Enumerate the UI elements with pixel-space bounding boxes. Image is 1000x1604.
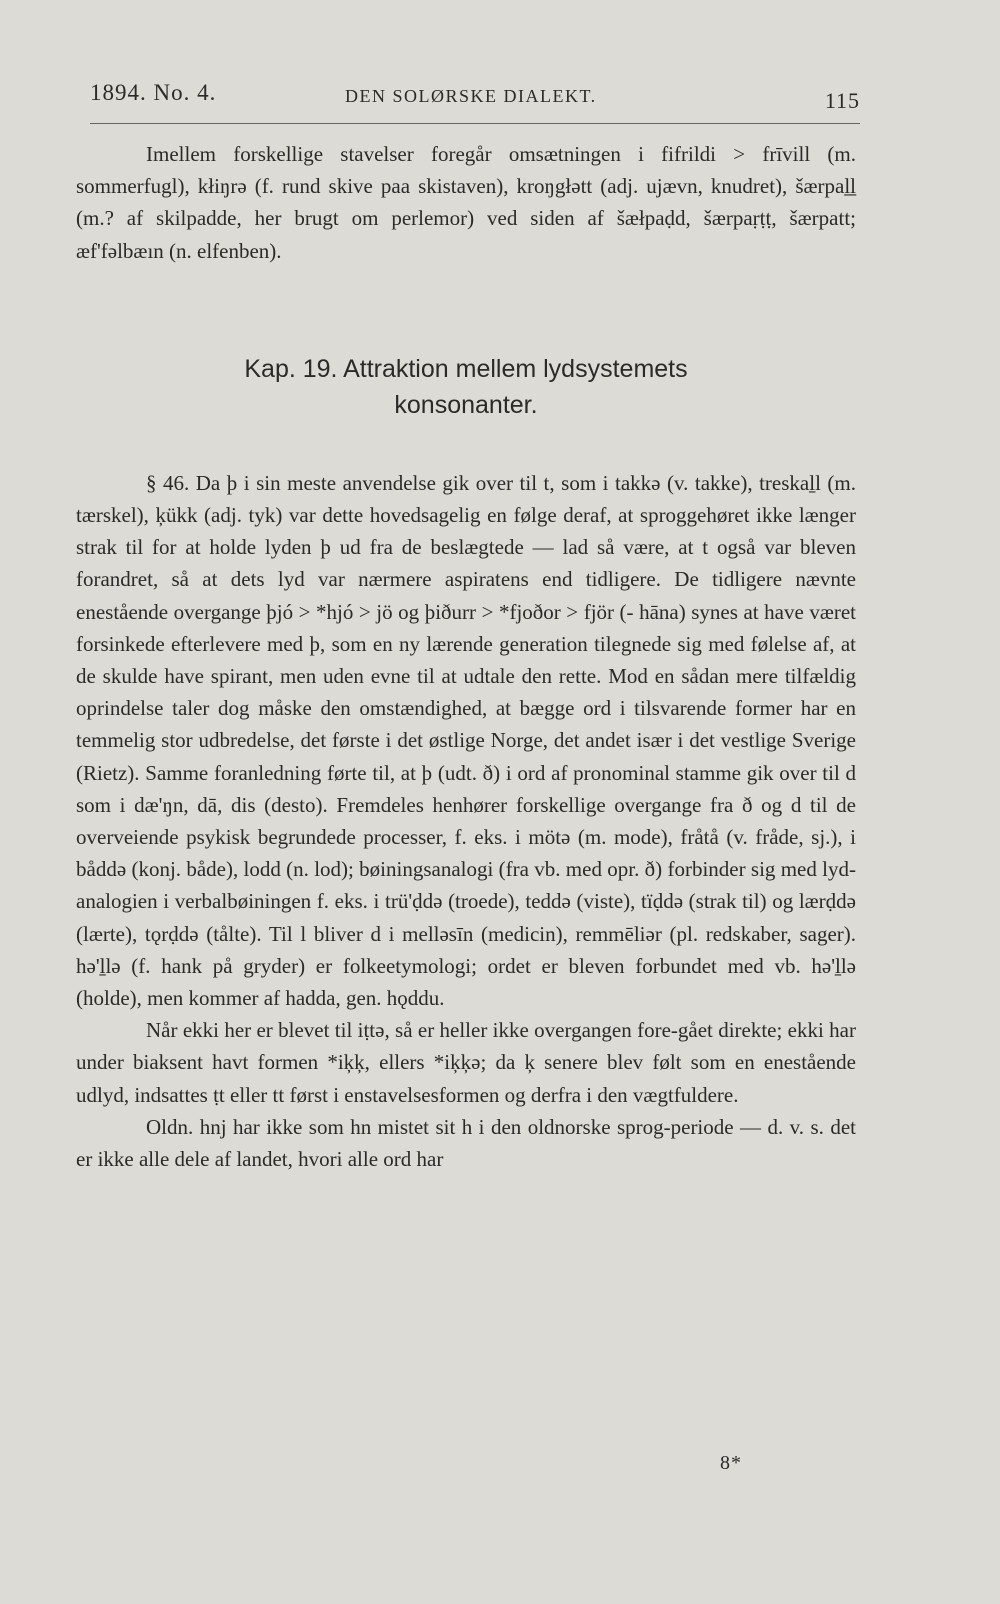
page-body [76, 138, 856, 1175]
chapter-heading-line1: Kap. 19. Attraktion mellem lydsystemets [244, 354, 688, 383]
chapter-heading [76, 351, 856, 423]
paragraph-3: Når ekki her er blevet til iṭtə, så er heller ikke overgangen fore-gået direkte; ekki har under biaksent havt formen *iķķ, ellers *iķķə; da ķ senere blev følt som en enestående udlyd, indsattes ṭt eller tt først i enstavelsesformen og derfra i den vægtfuldere. [76, 1018, 856, 1107]
chapter-heading-line2: konsonanter. [394, 390, 538, 419]
header-title: DEN SOLØRSKE DIALEKT. [345, 86, 597, 106]
paragraph-4: Oldn. hnj har ikke som hn mistet sit h i den oldnorske sprog-periode — d. v. s. det er ikke alle dele af landet, hvori alle ord har [76, 1114, 856, 1172]
signature-mark: 8* [720, 1452, 742, 1474]
page-number: 115 [824, 88, 860, 113]
paragraph-1: Imellem forskellige stavelser foregår omsætningen i fifrildi > frīvill (m. sommerfugl), kłiŋrə (f. rund skive paa skistaven), kroŋgłətt (adj. ujævn, knudret), šærpaḻḻ (m.? af skilpadde, her brugt om perlemor) ved siden af šæłpaḍd, šærpaṛṭṭ, šærpatt; æf'fəlbæın (n. elfenben). [76, 142, 856, 263]
paragraph-2: § 46. Da þ i sin meste anvendelse gik over til t, som i takkə (v. takke), treskaḻl (m. tærskel), ķükk (adj. tyk) var dette hovedsagelig en følge deraf, at sproggehøret ikke længer strak til for at holde lyden þ ud fra de beslægtede — lad så være, at t også var bleven forandret, så at dets lyd var nærmere aspiratens end tidligere. De tidligere nævnte enestående overgange þjó > *hjó > jö og þiðurr > *fjoðor > fjör (- hāna) synes at have været forsinkede efterlevere med þ, som en ny lærende generation tilegnede sig med følelse af, at de skulde have spirant, men uden evne til at udtale den rette. Mod en sådan mere tilfældig oprindelse taler dog måske den omstændighed, at bægge ord i tilsvarende former har en temmelig stor udbredelse, det første i det østlige Norge, det andet især i det vestlige Sverige (Rietz). Samme foranledning førte til, at þ (udt. ð) i ord af pronominal stamme gik over til d som i dæ'ŋn, dā, dis (desto). Fremdeles henhører forskellige overgange fra ð og d til de overveiende psykisk begrundede processer, f. eks. i mötə (m. mode), fråtå (v. fråde, sj.), i båddə (konj. både), lodd (n. lod); bøiningsanalogi (fra vb. med opr. ð) forbinder sig med lyd-analogien i verbalbøiningen f. eks. i trü'ḍdə (troede), teddə (viste), tïḍdə (strak til) og lærḍdə (lærte), tǫrḍdə (tålte). Til l bliver d i melləsīn (medicin), remmēliər (pl. redskaber, sager). hə'ḻlə (f. hank på gryder) er folkeetymologi; ordet er bleven forbundet med vb. hə'ḻlə (holde), men kommer af hadda, gen. hǫddu. [76, 470, 856, 1011]
header-rule [90, 123, 860, 124]
running-header [90, 76, 860, 116]
header-issue: 1894. No. 4. [90, 80, 217, 105]
